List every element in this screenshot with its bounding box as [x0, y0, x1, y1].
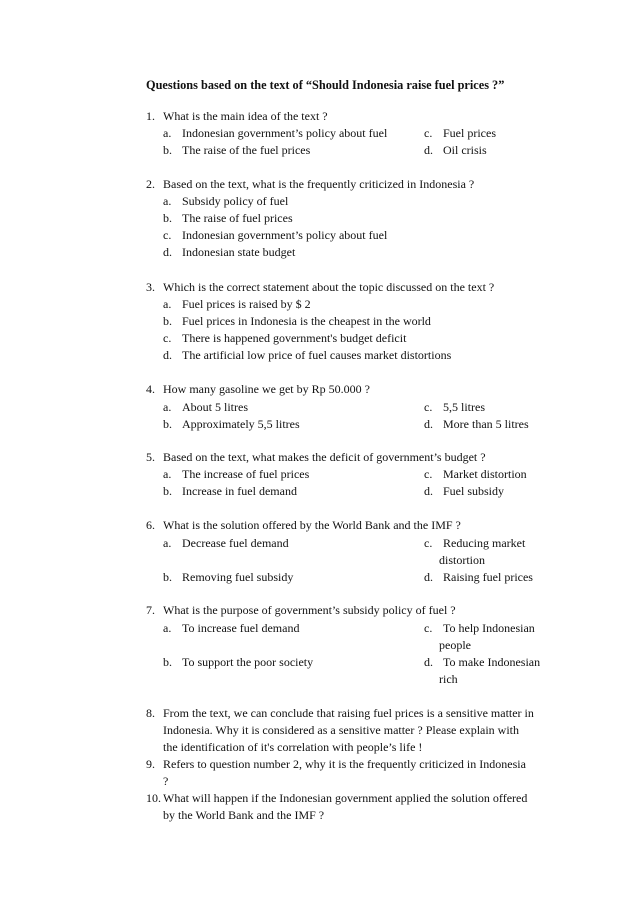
question-text-line-1: What will happen if the Indonesian government applied the solution offered	[163, 791, 528, 805]
question-number: 1.	[146, 109, 155, 123]
question-text: What is the purpose of government’s subsidy policy of fuel ?	[163, 603, 456, 617]
option-1b	[163, 143, 310, 158]
option-letter: d.	[163, 348, 172, 362]
question-8-line-3: the identification of it's correlation with people’s life !	[163, 740, 423, 754]
option-letter: b.	[163, 143, 172, 157]
option-4b	[163, 417, 300, 432]
question-8	[146, 706, 534, 721]
option-6c	[424, 536, 525, 551]
option-letter: c.	[424, 400, 433, 414]
option-2c	[163, 228, 387, 243]
option-5d	[424, 484, 504, 499]
question-8-line-2: Indonesia. Why it is considered as a sensitive matter ? Please explain with	[163, 723, 520, 737]
question-number: 3.	[146, 280, 155, 294]
option-7c-continued: people	[439, 638, 471, 652]
question-text: What is the main idea of the text ?	[163, 109, 328, 123]
option-5c	[424, 467, 527, 482]
option-3d	[163, 348, 451, 363]
option-text: The artificial low price of fuel causes market distortions	[182, 348, 452, 362]
question-5	[146, 450, 486, 465]
option-7b	[163, 655, 313, 670]
option-text: Increase in fuel demand	[182, 484, 297, 498]
option-text: Fuel subsidy	[443, 484, 505, 498]
option-7d	[424, 655, 540, 670]
question-10-line-2: by the World Bank and the IMF ?	[163, 808, 325, 822]
question-4	[146, 382, 370, 397]
option-text: Indonesian state budget	[182, 245, 296, 259]
option-text: Reducing market	[443, 536, 526, 550]
option-letter: d.	[163, 245, 172, 259]
option-letter: c.	[424, 126, 433, 140]
option-text: Decrease fuel demand	[182, 536, 289, 550]
question-number: 4.	[146, 382, 155, 396]
option-text: More than 5 litres	[443, 417, 529, 431]
option-2a	[163, 194, 288, 209]
question-6	[146, 518, 461, 533]
option-text: 5,5 litres	[443, 400, 485, 414]
option-7a	[163, 621, 299, 636]
question-number: 9.	[146, 757, 155, 771]
option-text: Fuel prices	[443, 126, 496, 140]
question-number: 6.	[146, 518, 155, 532]
question-number: 2.	[146, 177, 155, 191]
option-letter: b.	[163, 655, 172, 669]
option-3c	[163, 331, 406, 346]
option-1c	[424, 126, 496, 141]
option-4c	[424, 400, 485, 415]
option-text: The raise of the fuel prices	[182, 143, 311, 157]
option-text: The increase of fuel prices	[182, 467, 310, 481]
question-text: How many gasoline we get by Rp 50.000 ?	[163, 382, 370, 396]
option-letter: c.	[163, 228, 172, 242]
question-number: 7.	[146, 603, 155, 617]
option-text: Approximately 5,5 litres	[182, 417, 300, 431]
option-letter: b.	[163, 417, 172, 431]
option-letter: d.	[424, 570, 433, 584]
option-1a	[163, 126, 387, 141]
option-1d	[424, 143, 487, 158]
option-letter: b.	[163, 484, 172, 498]
question-text: Based on the text, what is the frequently criticized in Indonesia ?	[163, 177, 475, 191]
question-3	[146, 280, 494, 295]
option-letter: c.	[163, 331, 172, 345]
option-2b	[163, 211, 293, 226]
option-letter: a.	[163, 194, 172, 208]
option-text: Subsidy policy of fuel	[182, 194, 289, 208]
question-text-line-1: Refers to question number 2, why it is the frequently criticized in Indonesia	[163, 757, 526, 771]
option-5a	[163, 467, 309, 482]
question-text-line-1: From the text, we can conclude that raising fuel prices is a sensitive matter in	[163, 706, 534, 720]
option-letter: a.	[163, 536, 172, 550]
option-text: Removing fuel subsidy	[182, 570, 294, 584]
option-text: To increase fuel demand	[182, 621, 300, 635]
option-4a	[163, 400, 248, 415]
option-letter: b.	[163, 211, 172, 225]
option-text: The raise of fuel prices	[182, 211, 293, 225]
option-letter: d.	[424, 655, 433, 669]
option-3a	[163, 297, 311, 312]
option-text: Raising fuel prices	[443, 570, 533, 584]
document-title: Questions based on the text of “Should Indonesia raise fuel prices ?”	[146, 78, 505, 92]
option-letter: a.	[163, 467, 172, 481]
question-7	[146, 603, 456, 618]
question-number: 5.	[146, 450, 155, 464]
question-9	[146, 757, 526, 772]
option-7d-continued: rich	[439, 672, 458, 686]
option-text: Indonesian government’s policy about fuel	[182, 228, 388, 242]
question-9-line-2: ?	[163, 774, 169, 788]
option-letter: a.	[163, 126, 172, 140]
option-text: About 5 litres	[182, 400, 248, 414]
question-number: 8.	[146, 706, 155, 720]
option-text: To make Indonesian	[443, 655, 541, 669]
question-text: Based on the text, what makes the deficit of government’s budget ?	[163, 450, 486, 464]
option-letter: a.	[163, 621, 172, 635]
option-letter: c.	[424, 621, 433, 635]
option-letter: c.	[424, 536, 433, 550]
option-letter: a.	[163, 297, 172, 311]
option-text: Oil crisis	[443, 143, 487, 157]
option-6d	[424, 570, 533, 585]
option-text: To support the poor society	[182, 655, 314, 669]
option-2d	[163, 245, 295, 260]
question-2	[146, 177, 474, 192]
option-letter: a.	[163, 400, 172, 414]
option-6c-continued: distortion	[439, 553, 486, 567]
option-text: Fuel prices in Indonesia is the cheapest in the world	[182, 314, 431, 328]
question-10	[146, 791, 527, 806]
question-text: Which is the correct statement about the topic discussed on the text ?	[163, 280, 495, 294]
option-text: Indonesian government’s policy about fuel	[182, 126, 388, 140]
option-6b	[163, 570, 293, 585]
option-letter: b.	[163, 570, 172, 584]
option-7c	[424, 621, 535, 636]
question-number: 10.	[146, 791, 161, 805]
option-3b	[163, 314, 431, 329]
question-1	[146, 109, 328, 124]
option-6a	[163, 536, 289, 551]
option-text: Fuel prices is raised by $ 2	[182, 297, 311, 311]
option-text: Market distortion	[443, 467, 527, 481]
option-5b	[163, 484, 297, 499]
option-4d	[424, 417, 529, 432]
option-letter: b.	[163, 314, 172, 328]
question-text: What is the solution offered by the World Bank and the IMF ?	[163, 518, 461, 532]
option-letter: d.	[424, 484, 433, 498]
option-letter: c.	[424, 467, 433, 481]
option-text: To help Indonesian	[443, 621, 535, 635]
option-letter: d.	[424, 417, 433, 431]
option-letter: d.	[424, 143, 433, 157]
option-text: There is happened government's budget deficit	[182, 331, 407, 345]
